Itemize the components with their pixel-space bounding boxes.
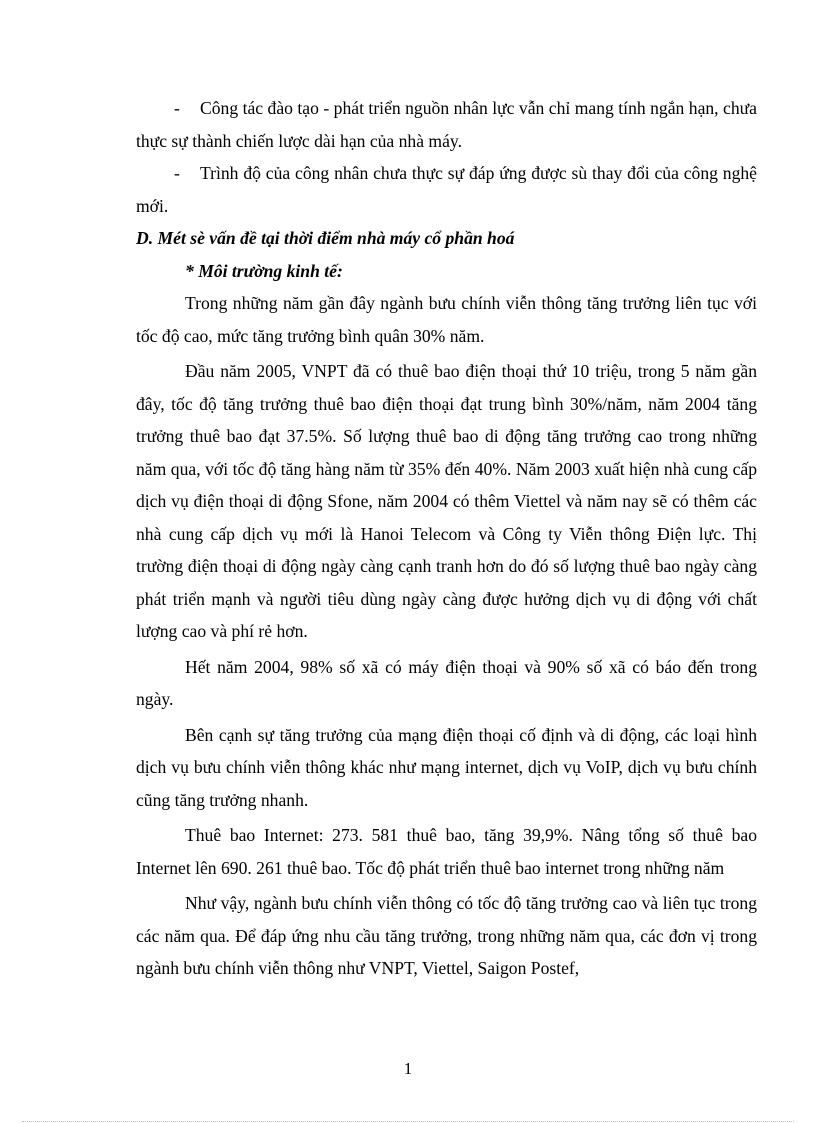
paragraph: Đầu năm 2005, VNPT đã có thuê bao điện thoại thứ 10 triệu, trong 5 năm gần đây, tốc độ tăng trưởng thuê bao điện thoại đạt trung bình 30%/năm, năm 2004 tăng trưởng thuê bao đạt 37.5%. Số lượng thuê bao di động tăng trưởng cao trong những năm qua, với tốc độ tăng hàng năm từ 35% đến 40%. Năm 2003 xuất hiện nhà cung cấp dịch vụ điện thoại di động Sfone, năm 2004 có thêm Viettel và năm nay sẽ có thêm các nhà cung cấp dịch vụ mới là Hanoi Telecom và Công ty Viễn thông Điện lực. Thị trường điện thoại di động ngày càng cạnh tranh hơn do đó số lượng thuê bao ngày càng phát triển mạnh và người tiêu dùng ngày càng được hưởng dịch vụ di động với chất lượng cao và phí rẻ hơn. <box>136 361 757 641</box>
paragraph: Thuê bao Internet: 273. 581 thuê bao, tăng 39,9%. Nâng tổng số thuê bao Internet lên 690. 261 thuê bao. Tốc độ phát triển thuê bao internet trong những năm <box>136 825 757 878</box>
bullet-dash: - <box>174 98 180 118</box>
subsection-heading: * Môi trường kinh tế: <box>185 260 343 281</box>
paragraph: Hết năm 2004, 98% số xã có máy điện thoại và 90% số xã có báo đến trong ngày. <box>136 656 757 709</box>
bullet-item <box>136 157 757 222</box>
section-heading: D. Mét sè vấn đề tại thời điểm nhà máy cổ phần hoá <box>136 228 515 248</box>
bullet-text: Trình độ của công nhân chưa thực sự đáp ứng được sù thay đổi của công nghệ mới. <box>136 163 757 216</box>
bullet-item <box>136 92 757 157</box>
page-body <box>136 92 757 985</box>
page-number: 1 <box>403 1059 413 1078</box>
bullet-dash: - <box>174 163 180 183</box>
page-bottom-divider <box>22 1121 794 1122</box>
bullet-text: Công tác đào tạo - phát triển nguồn nhân lực vẫn chỉ mang tính ngắn hạn, chưa thực sự thành chiến lược dài hạn của nhà máy. <box>136 98 757 151</box>
paragraph: Như vậy, ngành bưu chính viễn thông có tốc độ tăng trưởng cao và liên tục trong các năm qua. Để đáp ứng nhu cầu tăng trưởng, trong những năm qua, các đơn vị trong ngành bưu chính viễn thông như VNPT, Viettel, Saigon Postef, <box>136 893 757 978</box>
paragraph: Trong những năm gần đây ngành bưu chính viễn thông tăng trưởng liên tục với tốc độ cao, mức tăng trưởng bình quân 30% năm. <box>136 293 757 346</box>
paragraph: Bên cạnh sự tăng trưởng của mạng điện thoại cố định và di động, các loại hình dịch vụ bưu chính viễn thông khác như mạng internet, dịch vụ VoIP, dịch vụ bưu chính cũng tăng trưởng nhanh. <box>136 724 757 810</box>
